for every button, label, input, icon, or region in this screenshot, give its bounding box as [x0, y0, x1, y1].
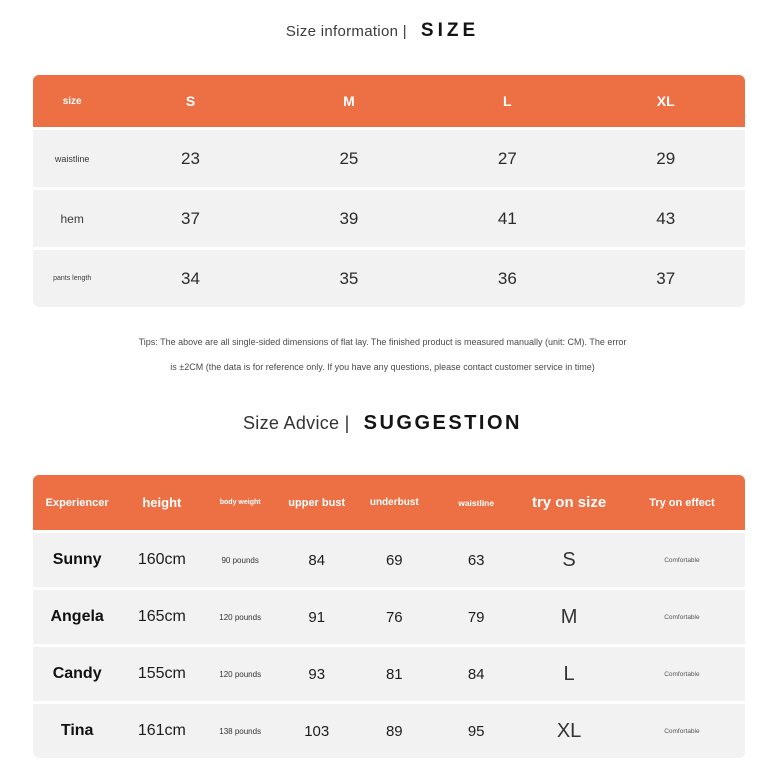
- experiencer-weight: 90 pounds: [221, 555, 259, 565]
- experiencer-height: 161cm: [137, 722, 186, 739]
- suggestion-header-height: height: [142, 495, 182, 510]
- experiencer-waistline: 84: [467, 665, 485, 683]
- size-table-header-s: S: [185, 93, 196, 109]
- table-row-pants-length: [33, 250, 745, 307]
- pants-length-xl-value: 37: [656, 268, 676, 288]
- experiencer-try-on-effect: Comfortable: [664, 727, 700, 735]
- size-table-header-size: size: [62, 95, 82, 107]
- experiencer-waistline: 79: [467, 608, 485, 626]
- size-table-header-l: L: [503, 93, 512, 109]
- row-label-pants-length: pants length: [53, 275, 92, 282]
- experiencer-underbust: 69: [385, 551, 403, 569]
- waistline-m-value: 25: [339, 148, 359, 168]
- hem-s-value: 37: [181, 208, 200, 228]
- size-table: [33, 75, 745, 307]
- experiencer-name: Angela: [50, 608, 104, 625]
- table-row-candy: [33, 647, 745, 701]
- pants-length-l-value: 36: [497, 268, 517, 288]
- hem-l-value: 41: [497, 208, 517, 228]
- suggestion-table-header: [33, 475, 745, 530]
- size-section-title-right: SIZE: [420, 20, 480, 41]
- suggestion-header-waistline: waistline: [458, 497, 495, 508]
- experiencer-try-on-size: L: [563, 662, 575, 685]
- experiencer-underbust: 76: [385, 608, 403, 626]
- experiencer-weight: 138 pounds: [219, 726, 262, 736]
- table-row-tina: [33, 704, 745, 758]
- experiencer-try-on-effect: Comfortable: [664, 670, 700, 678]
- suggestion-header-try-on-size: try on size: [531, 494, 607, 511]
- table-row-waistline: [33, 130, 745, 187]
- pants-length-s-value: 34: [181, 268, 200, 288]
- size-table-header-xl: XL: [656, 93, 675, 109]
- size-table-header-m: M: [343, 93, 355, 109]
- experiencer-upper-bust: 84: [308, 551, 326, 569]
- suggestion-header-try-on-effect: Try on effect: [649, 496, 715, 509]
- suggestion-header-experiencer: Experiencer: [45, 496, 109, 509]
- experiencer-underbust: 81: [385, 665, 403, 683]
- suggestion-header-body-weight: body weight: [219, 499, 261, 506]
- experiencer-try-on-size: S: [562, 548, 576, 571]
- size-section-title: [0, 20, 765, 42]
- size-section-title-left: Size information |: [285, 22, 407, 40]
- suggestion-header-underbust: underbust: [369, 497, 419, 508]
- table-row-hem: [33, 190, 745, 247]
- advice-section-title-left: Size Advice |: [243, 413, 350, 433]
- row-label-hem: hem: [60, 211, 84, 226]
- experiencer-underbust: 89: [385, 722, 403, 740]
- experiencer-waistline: 95: [467, 722, 485, 740]
- experiencer-name: Sunny: [52, 551, 102, 568]
- advice-section-title-right: SUGGESTION: [363, 412, 522, 434]
- experiencer-upper-bust: 103: [304, 722, 330, 740]
- experiencer-height: 155cm: [137, 665, 186, 682]
- hem-m-value: 39: [339, 208, 359, 228]
- experiencer-waistline: 63: [467, 551, 485, 569]
- advice-section-title: [0, 412, 765, 435]
- experiencer-name: Candy: [52, 665, 102, 682]
- experiencer-upper-bust: 93: [308, 665, 326, 683]
- tips-line-2: is ±2CM (the data is for reference only. If you have any questions, please contact customer service in time): [170, 362, 595, 372]
- experiencer-upper-bust: 91: [308, 608, 326, 626]
- experiencer-try-on-effect: Comfortable: [664, 556, 700, 564]
- waistline-s-value: 23: [181, 148, 200, 168]
- waistline-xl-value: 29: [656, 148, 676, 168]
- experiencer-height: 165cm: [137, 608, 186, 625]
- table-row-angela: [33, 590, 745, 644]
- tips-line-1: Tips: The above are all single-sided dimensions of flat lay. The finished product is measured manually (unit: CM). The error: [138, 337, 627, 347]
- hem-xl-value: 43: [656, 208, 676, 228]
- waistline-l-value: 27: [497, 148, 517, 168]
- suggestion-table: [33, 475, 745, 758]
- experiencer-height: 160cm: [137, 551, 186, 568]
- experiencer-try-on-size: M: [560, 605, 578, 628]
- experiencer-try-on-size: XL: [556, 719, 582, 742]
- table-row-sunny: [33, 533, 745, 587]
- experiencer-name: Tina: [60, 722, 94, 739]
- row-label-waistline: waistline: [54, 153, 90, 164]
- experiencer-weight: 120 pounds: [219, 669, 262, 679]
- experiencer-try-on-effect: Comfortable: [664, 613, 700, 621]
- suggestion-header-upper-bust: upper bust: [288, 496, 346, 509]
- size-table-header: [33, 75, 745, 127]
- pants-length-m-value: 35: [339, 268, 359, 288]
- experiencer-weight: 120 pounds: [219, 612, 262, 622]
